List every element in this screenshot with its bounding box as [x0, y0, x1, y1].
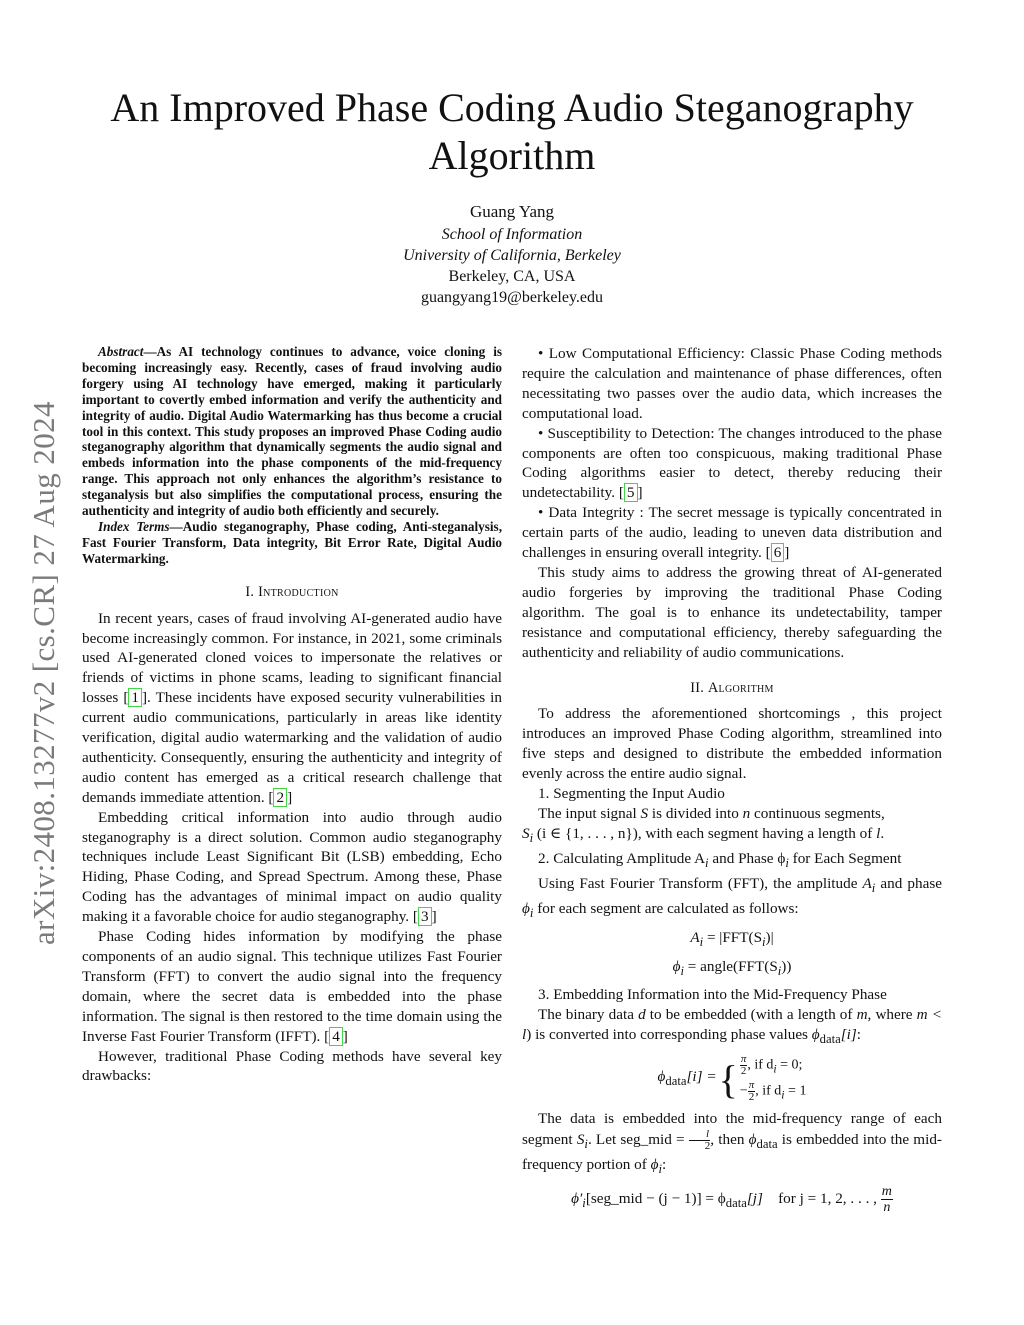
equation-amplitude: $A_i = |FFT(S_i)|$ [690, 928, 774, 949]
citation-link[interactable]: 2 [273, 788, 287, 807]
author-block [200, 200, 824, 308]
citation-link[interactable]: 3 [418, 907, 432, 926]
author-univ: University of California, Berkeley [403, 247, 621, 264]
section-title: Introduction [258, 583, 339, 600]
intro-p1-text: In recent years, cases of fraud involving AI-generated audio have become increasingly common. For instance, in 2021, some criminals used AI-generated cloned voices to impersonate the relatives or friends of victims in phone scams, leading to significant financial losses [82, 609, 502, 707]
equation-phase: $\phi_i$ = $angle(FFT(S_i))$ [672, 957, 792, 978]
author-dept: School of Information [441, 226, 583, 243]
intro-p1b-text: . These incidents have exposed security vulnerabilities in current audio communications, particularly in areas like identity verification, digital audio watermarking and the validation of audio authenticity. Consequently, ensuring the authenticity and integrity of audio content has emerged as a critical research challenge that demands immediate attention. [82, 689, 502, 806]
abstract [82, 344, 502, 519]
index-terms-lead: Index Terms [98, 518, 170, 534]
right-column [522, 344, 942, 1219]
section-heading-introduction [82, 583, 502, 603]
equation-phase-data-cases: $\phi_{data}[i]$ = { $\frac{\pi}{2}$ , if $d_i = 0$; − $\frac{\pi}{2}$ , if $d_i = 1$ [657, 1053, 807, 1103]
intro-p2-text: Embedding critical information into audio through audio steganography is a direct solution. Common audio steganography techniques include Least Significant Bit (LSB) embedding, Echo Hiding, Phase Coding, and Spread Spectrum. Among these, Phase Coding has the advantages of minimal impact on audio quality making it a favorable choice for audio steganography. [82, 808, 502, 926]
step-1-text-cont: $S_i$ (i ∈ {1, . . . , n}), with each segment having a length of l. [522, 824, 885, 845]
arxiv-side-label[interactable]: arXiv:2408.13277v2 [cs.CR] 27 Aug 2024 [26, 401, 61, 945]
intro-paragraph-4: However, traditional Phase Coding methods have several key drawbacks: [82, 1047, 502, 1085]
drawback-2-text: • Susceptibility to Detection: The changes introduced to the phase components are often too conspicuous, making traditional Phase Coding algorithms easier to detect, thereby reducing their undetectability. [522, 424, 942, 502]
drawback-item-2: • Susceptibility to Detection: The changes introduced to the phase components are often too conspicuous, making traditional Phase Coding algorithms easier to detect, thereby reducing their undetectability. [ 5 ] [522, 424, 942, 502]
title-line-1: An Improved Phase Coding Audio Steganography [110, 85, 914, 130]
title-line-2: Algorithm [428, 133, 596, 178]
section-title: Algorithm [708, 679, 774, 696]
section-number: I. [245, 583, 259, 600]
step-1-heading: 1. Segmenting the Input Audio [538, 785, 725, 803]
citation-link[interactable]: 1 [128, 688, 142, 707]
intro-paragraph-2: Embedding critical information into audio through audio steganography is a direct solution. Common audio steganography techniques include Least Significant Bit (LSB) embedding, Echo Hiding, Phase Coding, and Spread Spectrum. Among these, Phase Coding has the advantages of minimal impact on audio quality making it a favorable choice for audio steganography. [ 3 ] [82, 808, 502, 926]
intro-paragraph-1: In recent years, cases of fraud involving AI-generated audio have become increasingly common. For instance, in 2021, some criminals used AI-generated cloned voices to impersonate the relatives or friends of victims in phone scams, leading to significant financial losses [ 1 ]. These incidents have exposed security vulnerabilities in current audio communications, particularly in areas like identity verification, digital audio watermarking and the validation of audio authenticity. Consequently, ensuring the authenticity and integrity of audio content has emerged as a critical research challenge that demands immediate attention. [ 2 ] [82, 609, 502, 806]
aim-paragraph: This study aims to address the growing threat of AI-generated audio forgeries by improving the traditional Phase Coding algorithm. The goal is to enhance its undetectability, tamper resistance and computational efficiency, thereby safeguarding the authenticity and reliability of audio communications. [522, 563, 942, 661]
author-name: Guang Yang [469, 202, 555, 221]
step-2-heading: 2. Calculating Amplitude $A_i$ and Phase $\phi_i$ for Each Segment [538, 849, 902, 870]
citation-link[interactable]: 4 [329, 1027, 343, 1046]
drawback-item-3: • Data Integrity : The secret message is typically concentrated in certain parts of the audio, leading to uneven data distribution and challenges in ensuring overall integrity. [ 6 ] [522, 504, 942, 562]
author-email[interactable]: guangyang19@berkeley.edu [420, 289, 604, 306]
section-heading-algorithm [522, 679, 942, 699]
equation-embedding: $\phi'_i[seg\_mid - (j - 1)] = \phi_{data}[j]$ for j = 1, 2, . . . , $\frac{m}{n}$ [571, 1184, 892, 1216]
abstract-lead: Abstract [98, 344, 144, 359]
intro-p3-text: Phase Coding hides information by modifying the phase components of an audio signal. This technique utilizes Fast Fourier Transform (FFT) to convert the audio signal into the frequency domain, where the secret data is embedded into the phase information. The signal is then restored to the time domain using the Inverse Fast Fourier Transform (IFFT). [82, 928, 502, 1045]
abstract-text: —As AI technology continues to advance, voice cloning is becoming increasingly easy. Recently, cases of fraud involving audio forgery using AI technology have emerged, making it particularly important to covertly embed information and verify the authenticity and integrity of audio. Digital Audio Watermarking has thus become a crucial tool in this context. This study proposes an improved Phase Coding audio steganography algorithm that dynamically segments the audio signal and embeds information into the phase components of the mid-frequency range. This approach not only enhances the algorithm’s resistance to steganalysis but also simplifies the computational process, ensuring the authenticity and integrity of audio both efficiently and securely. [82, 344, 502, 519]
step-3-text-cont: The data is embedded into the mid-frequency range of each segment $S_i$. Let seg_mid = $\frac{l}{2}$ , then $\phi_{data}$ is embedded into the mid-frequency portion of $\phi_i$: [522, 1110, 942, 1177]
algo-intro: To address the aforementioned shortcomings , this project introduces an improved Phase Coding algorithm, streamlined into five steps and designed to distribute the embedded information evenly across the entire audio signal. [522, 705, 942, 783]
section-number: II. [690, 679, 708, 696]
citation-link[interactable]: 6 [771, 543, 785, 562]
step-3-text: The binary data d to be embedded (with a length of m, where m < l) is converted into corresponding phase values $\phi_{data}[i]$: [522, 1006, 943, 1047]
left-column [82, 344, 502, 1086]
step-2-text: Using Fast Fourier Transform (FFT), the amplitude $A_i$ and phase $\phi_i$ for each segment are calculated as follows: [522, 874, 942, 920]
citation-link[interactable]: 5 [624, 483, 638, 502]
index-terms [82, 519, 502, 567]
index-terms-text: —Audio steganography, Phase coding, Anti-steganalysis, Fast Fourier Transform, Data integrity, Bit Error Rate, Digital Audio Watermarking. [82, 518, 502, 566]
intro-paragraph-3: Phase Coding hides information by modifying the phase components of an audio signal. This technique utilizes Fast Fourier Transform (FFT) to convert the audio signal into the frequency domain, where the secret data is embedded into the phase information. The signal is then restored to the time domain using the Inverse Fast Fourier Transform (IFFT). [ 4 ] [82, 928, 502, 1045]
step-1-text: The input signal S is divided into n continuous segments, [538, 804, 885, 822]
author-location: Berkeley, CA, USA [448, 268, 576, 285]
step-3-heading: 3. Embedding Information into the Mid-Frequency Phase [538, 986, 887, 1004]
drawback-3-text: • Data Integrity : The secret message is typically concentrated in certain parts of the audio, leading to uneven data distribution and challenges in ensuring overall integrity. [522, 504, 942, 562]
drawback-item-1: • Low Computational Efficiency: Classic Phase Coding methods require the calculation and maintenance of phase differences, often necessitating two passes over the audio data, which increases the computational load. [522, 345, 942, 422]
paper-title [60, 84, 964, 180]
